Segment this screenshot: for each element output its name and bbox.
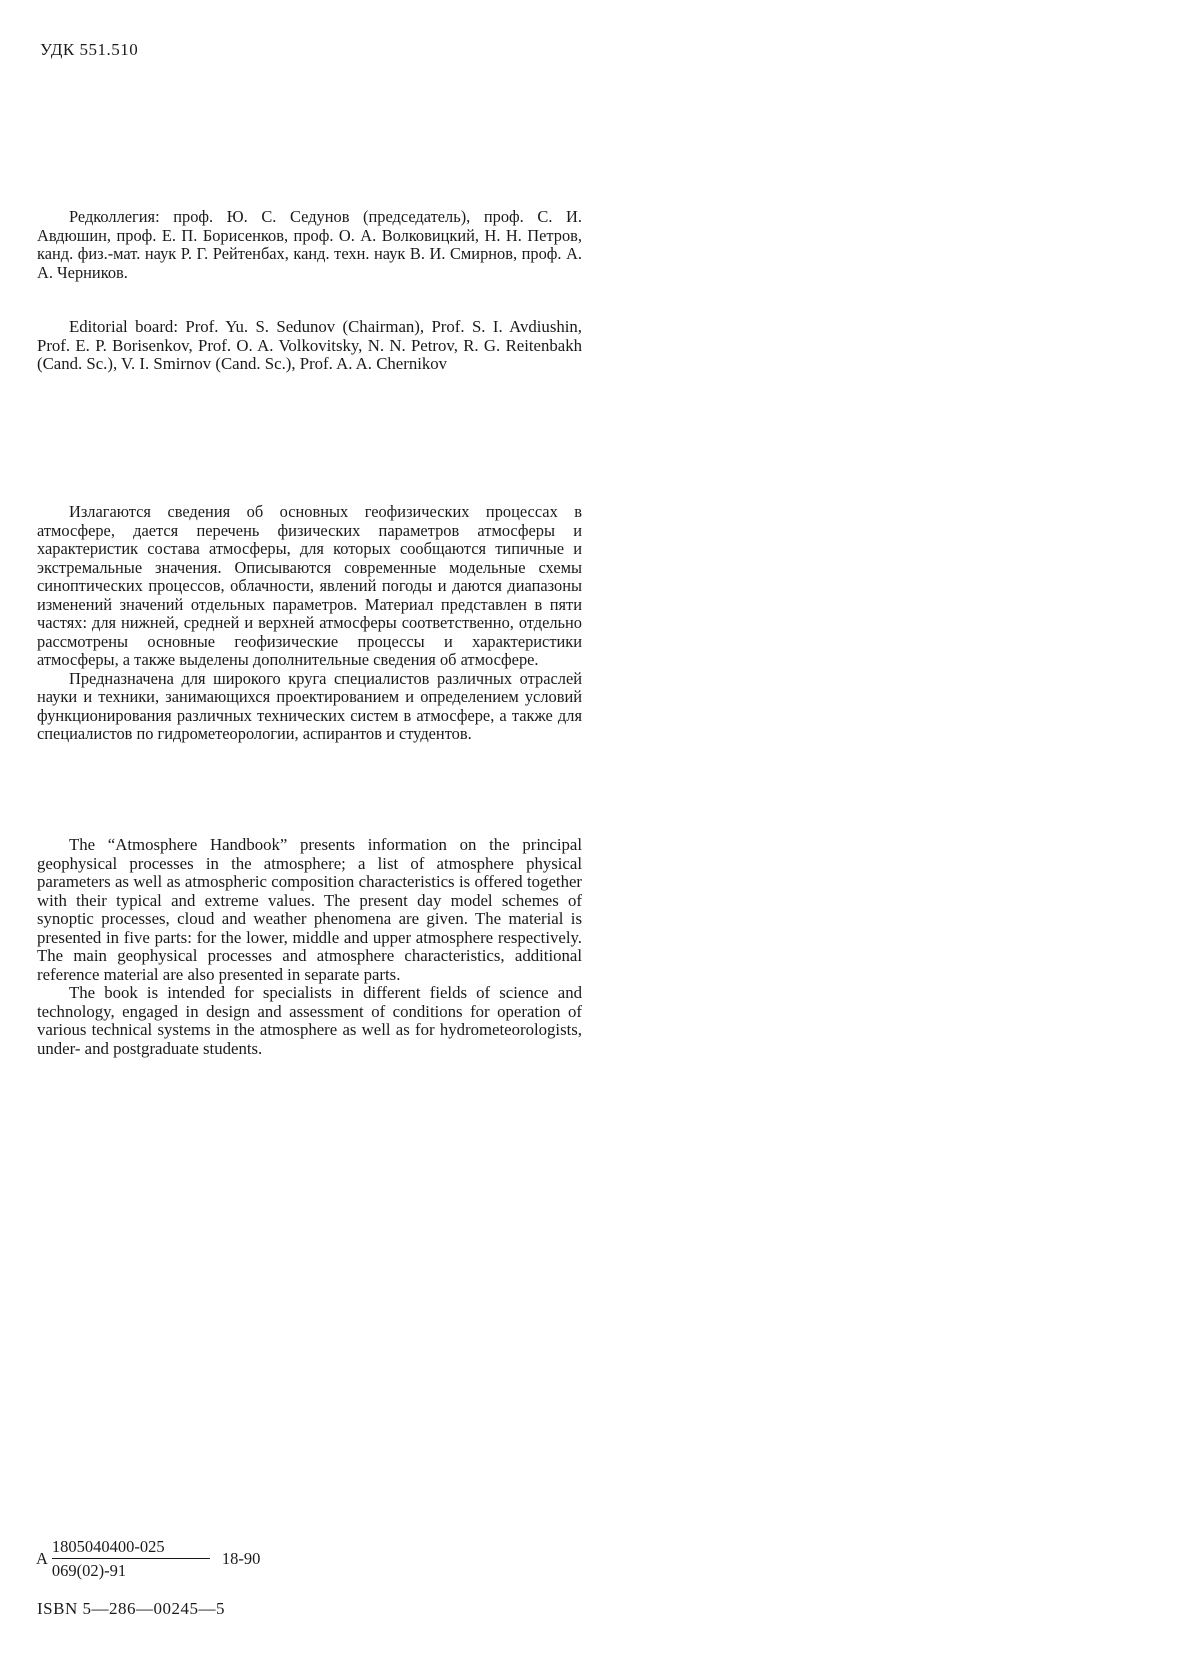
publication-index	[36, 1537, 260, 1581]
editorial-board-english	[37, 318, 582, 374]
publication-index-suffix: 18-90	[221, 1549, 261, 1568]
publication-index-numerator: 1805040400-025	[52, 1537, 210, 1559]
editorial-board-ru-text: Редколлегия: проф. Ю. С. Седунов (председатель), проф. С. И. Авдюшин, проф. Е. П. Борисенков, проф. О. А. Волковицкий, Н. Н. Петров, канд. физ.-мат. наук Р. Г. Рейтенбах, канд. техн. наук В. И. Смирнов, проф. А. А. Черников.	[37, 207, 582, 282]
abstract-en-paragraph: The book is intended for specialists in different fields of science and technology, engaged in design and assessment of conditions for operation of various technical systems in the atmosphere as well as for hydrometeorologists, under- and postgraduate students.	[37, 983, 582, 1058]
abstract-russian	[37, 503, 582, 744]
abstract-english	[37, 836, 582, 1058]
abstract-ru-paragraph: Излагаются сведения об основных геофизических процессах в атмосфере, дается перечень физических параметров атмосферы и характеристик состава атмосферы, для которых сообщаются типичные и экстремальные значения. Описываются современные модельные схемы синоптических процессов, облачности, явлений погоды и даются диапазоны изменений значений отдельных параметров. Материал представлен в пяти частях: для нижней, средней и верхней атмосферы соответственно, отдельно рассмотрены основные геофизические процессы и характеристики атмосферы, а также выделены дополнительные сведения об атмосфере.	[37, 502, 582, 669]
editorial-board-russian	[37, 208, 582, 282]
publication-index-denominator: 069(02)-91	[51, 1561, 127, 1580]
abstract-en-paragraph: The “Atmosphere Handbook” presents information on the principal geophysical processes in the atmosphere; a list of atmosphere physical parameters as well as atmospheric composition characteristics is offered together with their typical and extreme values. The present day model schemes of synoptic processes, cloud and weather phenomena are given. The material is presented in five parts: for the lower, middle and upper atmosphere respectively. The main geophysical processes and atmosphere characteristics, additional reference material are also presented in separate parts.	[37, 835, 582, 984]
publication-index-prefix: А	[36, 1549, 48, 1568]
editorial-board-en-text: Editorial board: Prof. Yu. S. Sedunov (Chairman), Prof. S. I. Avdiushin, Prof. E. P. Borisenkov, Prof. O. A. Volkovitsky, N. N. Petrov, R. G. Reitenbakh (Cand. Sc.), V. I. Smirnov (Cand. Sc.), Prof. A. A. Chernikov	[37, 317, 582, 373]
abstract-ru-paragraph: Предназначена для широкого круга специалистов различных отраслей науки и техники, занимающихся проектированием и определением условий функционирования различных технических систем в атмосфере, а также для специалистов по гидрометеорологии, аспирантов и студентов.	[37, 668, 582, 743]
udk-code: УДК 551.510	[40, 40, 139, 59]
publication-index-fraction	[52, 1537, 210, 1581]
isbn-number: ISBN 5—286—00245—5	[37, 1599, 225, 1618]
